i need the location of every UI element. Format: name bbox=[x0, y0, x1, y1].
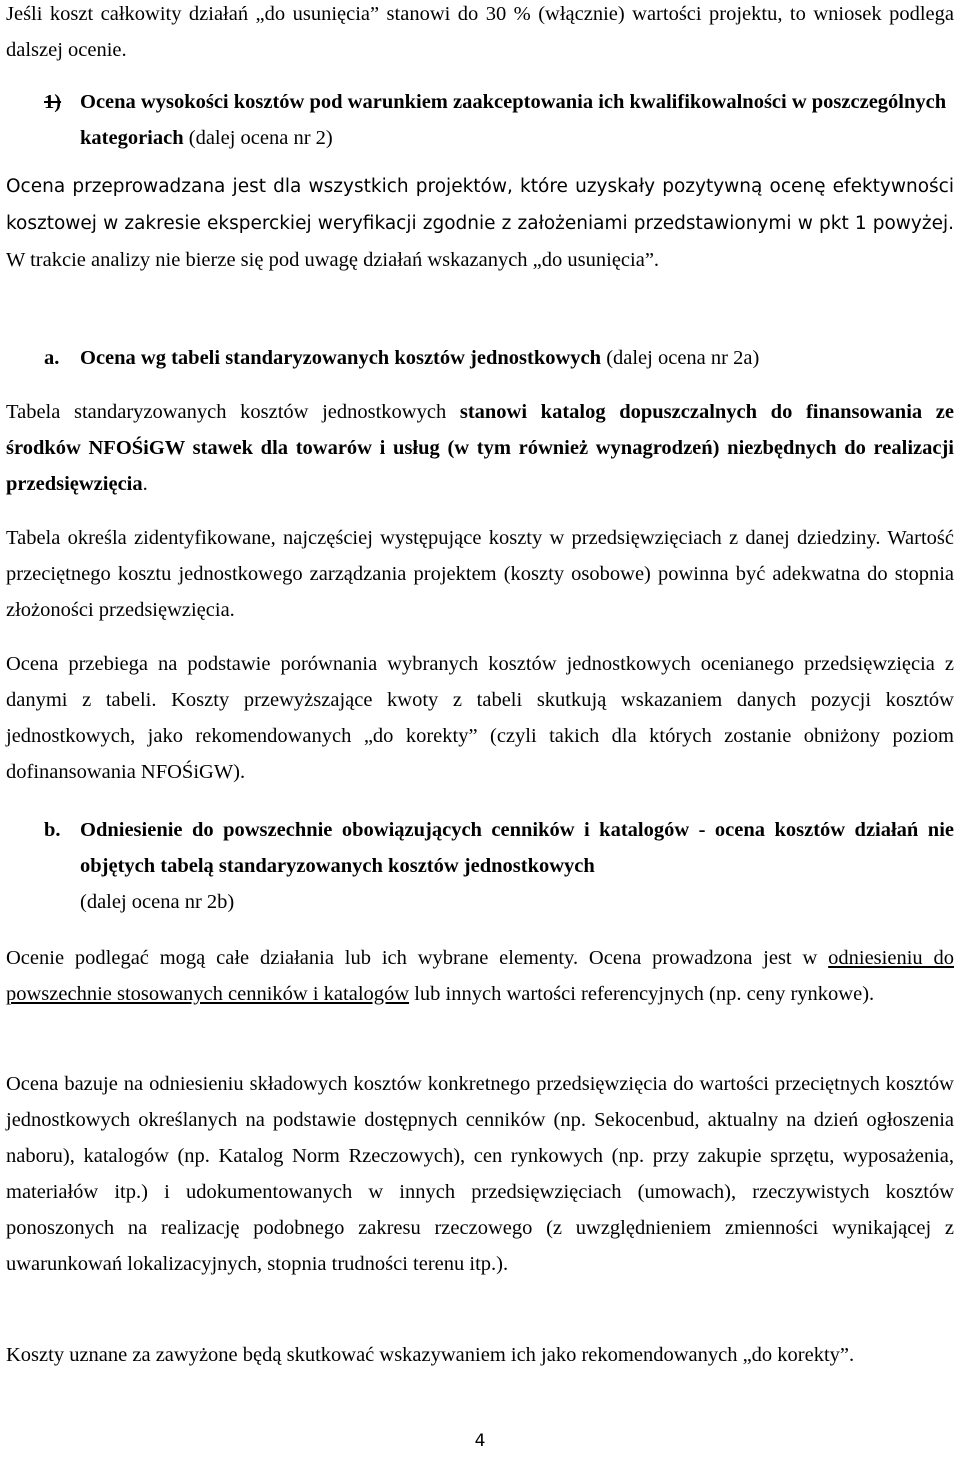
section-a-heading bbox=[80, 340, 954, 376]
section-b-heading bbox=[80, 812, 954, 884]
section-1-paragraph-part-a: Ocena przeprowadzana jest dla wszystkich projektów, które uzyskały pozytywną ocenę efektywności kosztowej w zakresie eksperckiej weryfikacji zgodnie z założeniami przedstawionymi w pkt 1 powyżej. bbox=[6, 176, 954, 234]
section-a-title: Ocena wg tabeli standaryzowanych kosztów jednostkowych bbox=[80, 347, 602, 369]
section-b-paragraph-1-part-c: lub innych wartości referencyjnych (np. ceny rynkowe). bbox=[409, 983, 875, 1005]
section-1-paragraph-part-b: W trakcie analizy nie bierze się pod uwagę działań wskazanych „do usunięcia”. bbox=[6, 249, 660, 271]
section-a-letter: a. bbox=[44, 347, 60, 369]
section-a-paragraph-3: Ocena przebiega na podstawie porównania wybranych kosztów jednostkowych ocenianego przedsięwzięcia z danymi z tabeli. Koszty przewyższające kwoty z tabeli skutkują wskazaniem danych pozycji kosztów jednostkowych, jako rekomendowanych „do korekty” (czyli takich dla których zostanie obniżony poziom dofinansowania NFOŚiGW). bbox=[6, 653, 954, 783]
page-number: 4 bbox=[474, 1431, 486, 1451]
section-b-heading-note: (dalej ocena nr 2b) bbox=[80, 891, 235, 913]
section-a-paragraph-2: Tabela określa zidentyfikowane, najczęściej występujące koszty w przedsięwzięciach z danej dziedziny. Wartość przeciętnego kosztu jednostkowego zarządzania projektem (koszty osobowe) powinna być adekwatna do stopnia złożoności przedsięwzięcia. bbox=[6, 527, 954, 621]
section-1-number bbox=[44, 84, 61, 120]
section-b-letter: b. bbox=[44, 819, 61, 841]
section-a-paragraph-1 bbox=[6, 394, 954, 502]
section-b-paragraph-2: Ocena bazuje na odniesieniu składowych kosztów konkretnego przedsięwzięcia do wartości przeciętnych kosztów jednostkowych określanych na podstawie dostępnych cenników (np. Sekocenbud, aktualny na dzień ogłoszenia naboru), katalogów (np. Katalog Norm Rzeczowych), cen rynkowych (np. przy zakupie sprzętu, wyposażenia, materiałów itp.) i udokumentowanych w innych przedsięwzięciach (umowach), rzeczywistych kosztów ponoszonych na realizację podobnego zakresu rzeczowego (z uwzględnieniem zmienności wynikającej z uwarunkowań lokalizacyjnych, stopnia trudności terenu itp.). bbox=[6, 1073, 954, 1275]
section-b-paragraph-1-part-a: Ocenie podlegać mogą całe działania lub ich wybrane elementy. Ocena prowadzona jest w bbox=[6, 947, 829, 969]
section-1-number-text: 1) bbox=[44, 91, 62, 113]
section-a-paragraph-1-part-a: Tabela standaryzowanych kosztów jednostkowych bbox=[6, 401, 460, 423]
section-1-paragraph bbox=[6, 168, 954, 278]
section-1-heading bbox=[80, 84, 954, 156]
section-b-paragraph-1-underlined: odniesieniu do powszechnie stosowanych cenników i katalogów bbox=[6, 947, 955, 1005]
section-a-title-note: (dalej ocena nr 2a) bbox=[601, 347, 760, 369]
section-1-title-note: (dalej ocena nr 2) bbox=[183, 127, 333, 149]
section-b-paragraph-3: Koszty uznane za zawyżone będą skutkować wskazywaniem ich jako rekomendowanych „do korekty”. bbox=[6, 1344, 855, 1366]
section-a-paragraph-1-bold: stanowi katalog dopuszczalnych do finansowania ze środków NFOŚiGW stawek dla towarów i usług (w tym również wynagrodzeń) niezbędnych do realizacji przedsięwzięcia bbox=[6, 401, 954, 495]
section-a-paragraph-1-part-c: . bbox=[142, 473, 148, 495]
section-1-title: Ocena wysokości kosztów pod warunkiem zaakceptowania ich kwalifikowalności w poszczególnych kategoriach bbox=[80, 91, 947, 149]
intro-paragraph: Jeśli koszt całkowity działań „do usunięcia” stanowi do 30 % (włącznie) wartości projektu, to wniosek podlega dalszej ocenie. bbox=[6, 3, 954, 61]
section-b-paragraph-1 bbox=[6, 940, 954, 1012]
section-b-title: Odniesienie do powszechnie obowiązujących cenników i katalogów - ocena kosztów działań nie objętych tabelą standaryzowanych kosztów jednostkowych bbox=[80, 819, 954, 877]
